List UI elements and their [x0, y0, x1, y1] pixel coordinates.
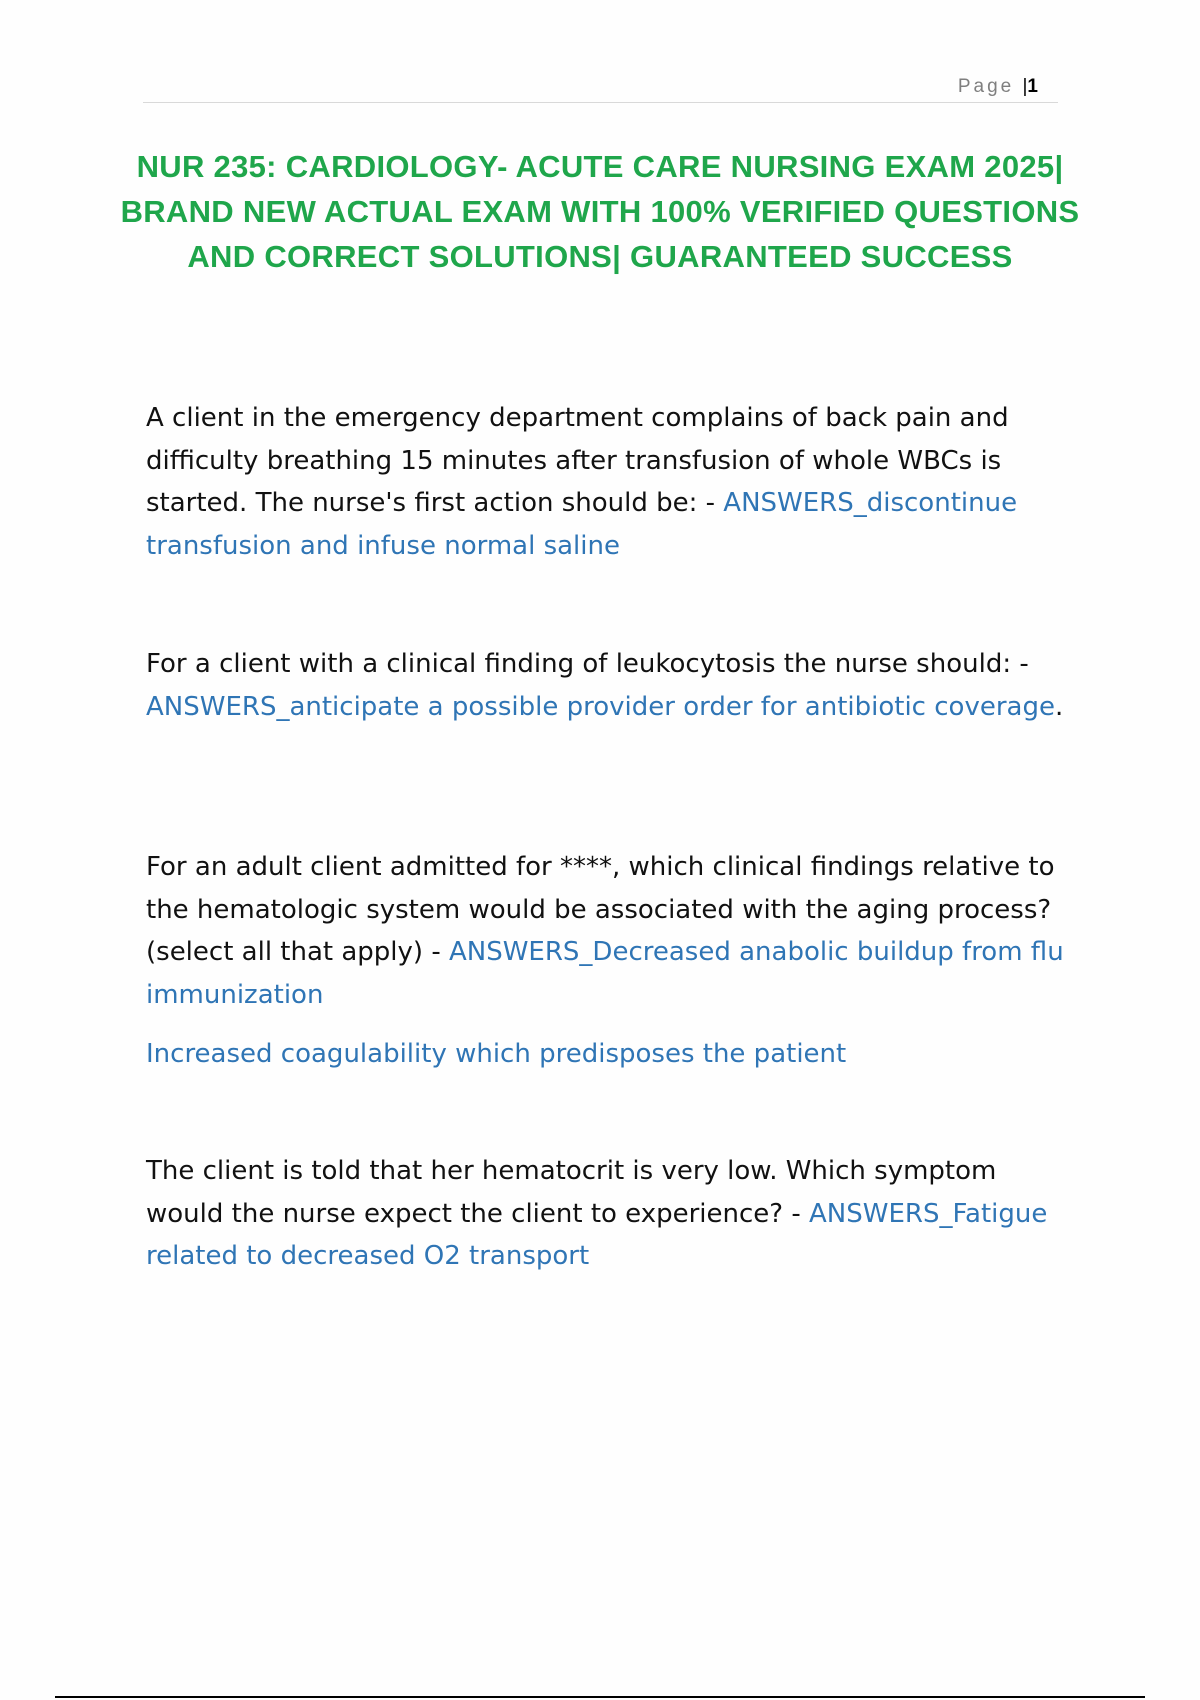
- question-text: A client in the emergency department complains of back pain and difficulty breathing 15 minutes after transfusion of whole WBCs is started. The nurse's first action should be: -: [146, 403, 1009, 518]
- answer-trailing-punctuation: .: [1054, 691, 1064, 722]
- question-block-3: [146, 846, 1076, 1016]
- answer-text: ANSWERS_anticipate a possible provider order for antibiotic coverage: [146, 691, 1055, 722]
- question-text: For a client with a clinical finding of leukocytosis the nurse should: -: [146, 649, 1029, 679]
- page-separator: |: [1022, 76, 1028, 97]
- page-number-value: 1: [1027, 76, 1038, 97]
- answer-text: ANSWERS_discontinue transfusion and infuse normal saline: [146, 488, 1018, 561]
- answer-extra-line: Increased coagulability which predisposes the patient: [146, 1039, 847, 1069]
- question-text: For an adult client admitted for ****, which clinical findings relative to the hematologic system would be associated with the aging process? (select all that apply) -: [146, 852, 1055, 967]
- question-block-4: [146, 1150, 1076, 1278]
- page-number: [958, 76, 1038, 98]
- document-title: NUR 235: CARDIOLOGY- ACUTE CARE NURSING EXAM 2025| BRAND NEW ACTUAL EXAM WITH 100% VERIFIED QUESTIONS AND CORRECT SOLUTIONS| GUARANTEED SUCCESS: [120, 149, 1080, 274]
- question-block-1: [146, 397, 1076, 567]
- answer-text: ANSWERS_Fatigue related to decreased O2 transport: [146, 1198, 1048, 1271]
- page-header: [143, 70, 1058, 103]
- question-block-2: [146, 643, 1076, 728]
- page-label: Page: [957, 76, 1015, 97]
- bottom-rule: [55, 1696, 1145, 1698]
- answer-text: ANSWERS_Decreased anabolic buildup from flu immunization: [146, 937, 1064, 1010]
- question-text: The client is told that her hematocrit is very low. Which symptom would the nurse expect the client to experience? -: [146, 1156, 997, 1229]
